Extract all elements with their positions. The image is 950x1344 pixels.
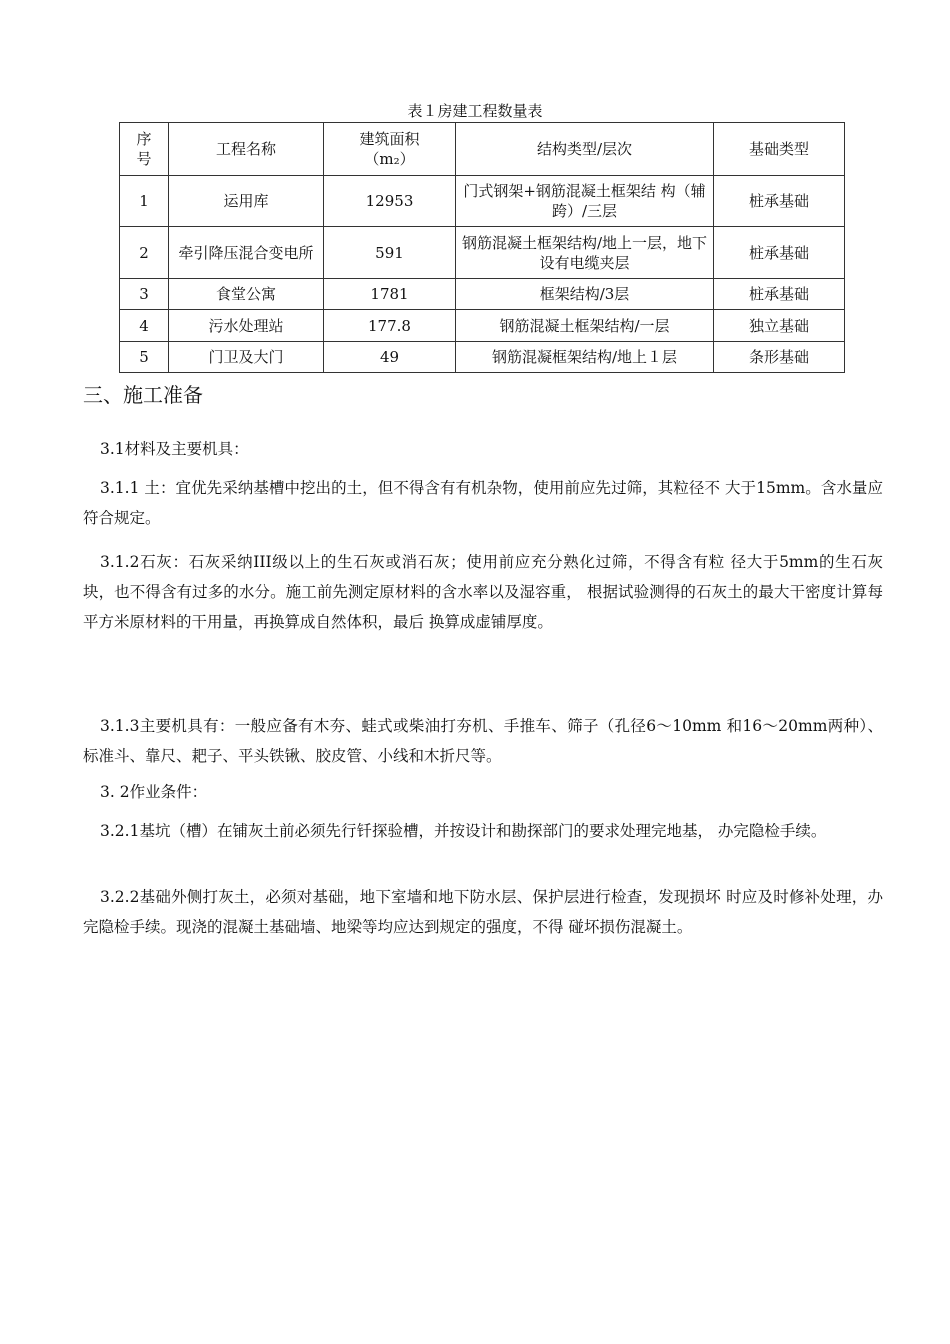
cell-area: 12953 [324, 176, 456, 227]
cell-area: 1781 [324, 279, 456, 310]
cell-project-name: 牵引降压混合变电所 [169, 227, 324, 279]
table-row [120, 342, 845, 373]
cell-structure: 钢筋混凝框架结构/地上１层 [456, 342, 714, 373]
header-project-name: 工程名称 [169, 123, 324, 176]
cell-structure: 门式钢架+钢筋混凝土框架结 构（辅跨）/三层 [456, 176, 714, 227]
cell-foundation: 条形基础 [714, 342, 845, 373]
cell-project-name: 污水处理站 [169, 310, 324, 342]
header-area: 建筑面积 （m₂） [324, 123, 456, 176]
cell-area: 49 [324, 342, 456, 373]
table-row [120, 176, 845, 227]
table-row [120, 227, 845, 279]
cell-area: 591 [324, 227, 456, 279]
paragraph-3-2-1: 3.2.1基坑（槽）在铺灰土前必须先行钎探验槽，并按设计和勘探部门的要求处理完地基， 办完隐检手续。 [100, 822, 827, 840]
cell-index: 1 [120, 176, 169, 227]
cell-project-name: 门卫及大门 [169, 342, 324, 373]
paragraph-3-1-1: 3.1.1 土：宜优先采纳基槽中挖出的土，但不得含有有机杂物，使用前应先过筛，其粒径不 大于15mm。含水量应符合规定。 [83, 479, 883, 527]
paragraph-3-2-2: 3.2.2基础外侧打灰土，必须对基础，地下室墙和地下防水层、保护层进行检查，发现损坏 时应及时修补处理，办完隐检手续。现浇的混凝土基础墙、地梁等均应达到规定的强度，不得 碰坏损伤混凝土。 [83, 888, 883, 936]
cell-structure: 钢筋混凝土框架结构/地上一层，地下设有电缆夹层 [456, 227, 714, 279]
cell-foundation: 独立基础 [714, 310, 845, 342]
cell-foundation: 桩承基础 [714, 279, 845, 310]
cell-project-name: 食堂公寓 [169, 279, 324, 310]
cell-structure: 框架结构/3层 [456, 279, 714, 310]
header-foundation: 基础类型 [714, 123, 845, 176]
cell-index: 2 [120, 227, 169, 279]
table-caption: 表１房建工程数量表 [407, 102, 543, 120]
cell-index: 5 [120, 342, 169, 373]
cell-structure: 钢筋混凝土框架结构/一层 [456, 310, 714, 342]
cell-index: 4 [120, 310, 169, 342]
quantity-table [119, 122, 845, 373]
cell-foundation: 桩承基础 [714, 227, 845, 279]
header-structure: 结构类型/层次 [456, 123, 714, 176]
table-row [120, 279, 845, 310]
cell-index: 3 [120, 279, 169, 310]
cell-project-name: 运用库 [169, 176, 324, 227]
section-heading: 三、施工准备 [83, 383, 203, 407]
cell-area: 177.8 [324, 310, 456, 342]
table-header-row [120, 123, 845, 176]
cell-foundation: 桩承基础 [714, 176, 845, 227]
paragraph-3-1-2: 3.1.2石灰：石灰采纳III级以上的生石灰或消石灰；使用前应充分熟化过筛，不得含有粒 径大于5mm的生石灰块，也不得含有过多的水分。施工前先测定原材料的含水率以及湿容重， 根据试验测得的石灰土的最大干密度计算每平方米原材料的干用量，再换算成自然体积，最后 换算成虚铺厚度。 [83, 553, 883, 631]
paragraph-3-1-3: 3.1.3主要机具有：一般应备有木夯、蛙式或柴油打夯机、手推车、筛子（孔径6〜10mm 和16〜20mm两种）、标准斗、靠尺、耙子、平头铁锹、胶皮管、小线和木折尺等。 [83, 717, 883, 765]
paragraph-3-2: 3. 2作业条件： [100, 783, 208, 801]
table-row [120, 310, 845, 342]
paragraph-3-1: 3.1材料及主要机具： [100, 440, 249, 458]
header-index: 序 号 [120, 123, 169, 176]
